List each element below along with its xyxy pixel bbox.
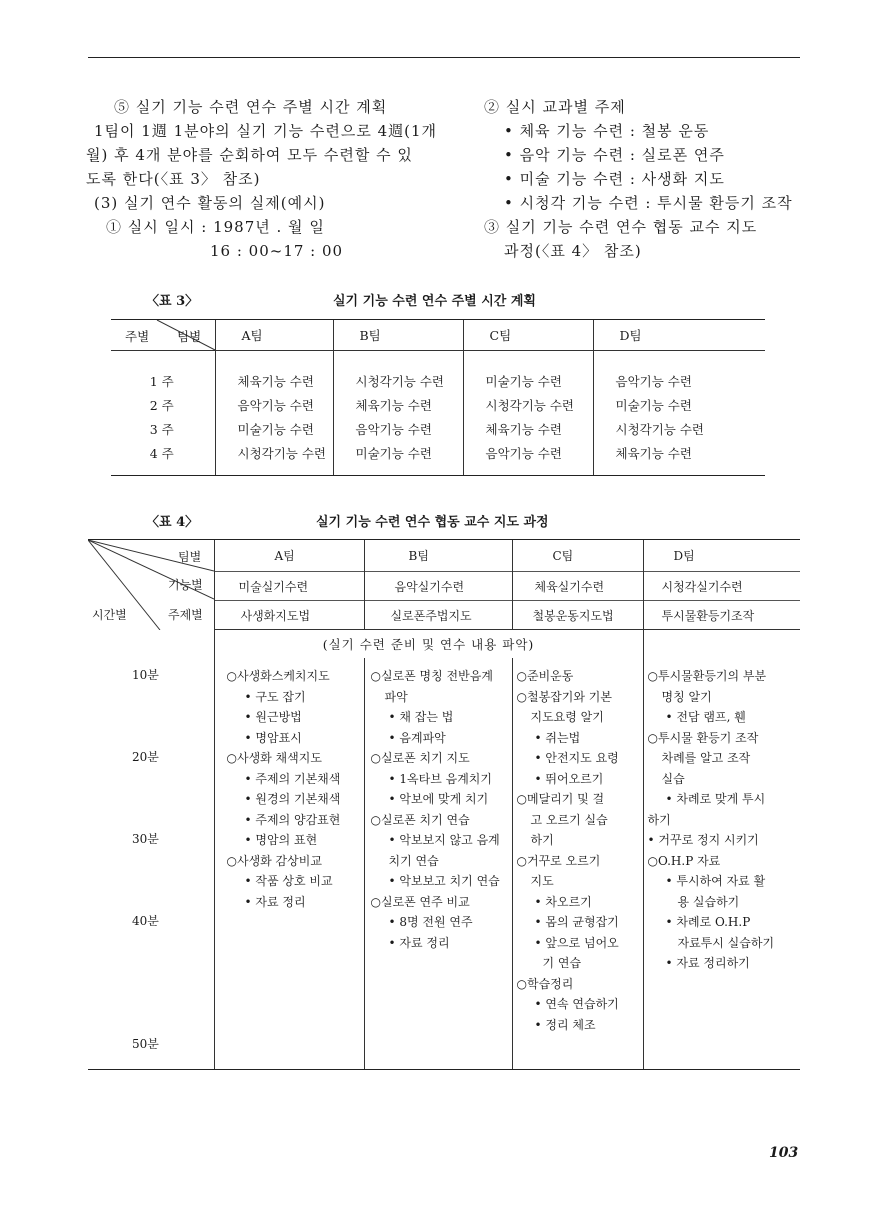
content-line: 하기 bbox=[530, 833, 554, 847]
content-line: ○O.H.P 자료 bbox=[647, 853, 721, 868]
content-line: 지도요령 알기 bbox=[530, 710, 604, 724]
content-line: • 뛰어오르기 bbox=[534, 771, 604, 786]
table-cell: 시청각기능 수련 bbox=[333, 351, 463, 394]
table-cell: 시청각기능 수련 bbox=[593, 417, 765, 441]
content-line: • 몸의 균형잡기 bbox=[534, 915, 619, 929]
content-line: • 정리 체조 bbox=[534, 1017, 596, 1032]
content-line: • 작품 상호 비교 bbox=[244, 874, 333, 888]
empty-cell bbox=[643, 630, 800, 659]
column-header: D팀 bbox=[593, 320, 765, 351]
content-line: ○투시물환등기의 부분 bbox=[647, 669, 767, 683]
left-text-column bbox=[86, 95, 438, 263]
content-line: • 투시하여 자료 활 bbox=[665, 874, 766, 888]
content-line: ○준비운동 bbox=[516, 669, 574, 683]
content-line: • 자료 정리 bbox=[388, 935, 450, 950]
paragraph-line: 1팀이 1週 1분야의 실기 기능 수련으로 4週(1개 bbox=[94, 122, 438, 140]
team-d-content bbox=[643, 658, 800, 1070]
topic-header: 투시물환등기조작 bbox=[643, 601, 800, 630]
content-line: • 악보보지 않고 음계 bbox=[388, 833, 500, 847]
content-line: • 음계파악 bbox=[388, 730, 446, 745]
content-line: 하기 bbox=[647, 812, 671, 827]
content-line: ○사생화 감상비교 bbox=[226, 853, 322, 868]
time-label: 30분 bbox=[132, 832, 159, 846]
paragraph-line: (3) 실기 연수 활동의 실제(예시) bbox=[94, 194, 326, 212]
content-line: • 명암의 표현 bbox=[244, 833, 318, 847]
content-line: 명칭 알기 bbox=[661, 689, 712, 704]
table3-corner-cell bbox=[111, 320, 215, 351]
paragraph-line: 과정(〈표 4〉 참조) bbox=[504, 242, 642, 260]
paragraph-line: ③ 실기 기능 수련 연수 협동 교수 지도 bbox=[484, 218, 758, 236]
content-line: • 차례로 O.H.P bbox=[665, 915, 751, 929]
content-line: ○실로폰 연주 비교 bbox=[370, 894, 470, 909]
content-line: 용 실습하기 bbox=[677, 894, 740, 909]
table-cell: 음악기능 수련 bbox=[333, 417, 463, 441]
content-line: • 자료 정리하기 bbox=[665, 956, 750, 970]
table-cell: 음악기능 수련 bbox=[215, 393, 333, 417]
corner-label-topic: 주제별 bbox=[168, 608, 203, 622]
paragraph-line: • 시청각 기능 수련 : 투시물 환등기 조작 bbox=[504, 194, 793, 212]
skill-header: 체육실기수련 bbox=[512, 572, 643, 601]
content-line: • 악보에 맞게 치기 bbox=[388, 792, 489, 806]
week-label: 3 주 bbox=[149, 422, 174, 437]
content-line: • 채 잡는 법 bbox=[388, 710, 454, 724]
column-header: C팀 bbox=[463, 320, 593, 351]
time-cell-empty bbox=[88, 630, 214, 659]
right-text-column bbox=[484, 95, 804, 263]
table-cell: 음악기능 수련 bbox=[593, 351, 765, 394]
content-line: • 원근방법 bbox=[244, 710, 302, 724]
paragraph-line: • 음악 기능 수련 : 실로폰 연주 bbox=[504, 146, 725, 164]
content-line: • 악보보고 치기 연습 bbox=[388, 874, 500, 888]
table3-caption: 〈표 3〉 bbox=[146, 294, 199, 309]
paragraph-line: • 미술 기능 수련 : 사생화 지도 bbox=[504, 170, 725, 188]
week-label: 1 주 bbox=[149, 374, 174, 389]
content-line: 치기 연습 bbox=[388, 853, 439, 868]
topic-header: 철봉운동지도법 bbox=[512, 601, 643, 630]
content-line: ○사생화스케치지도 bbox=[226, 669, 330, 683]
content-line: ○사생화 채색지도 bbox=[226, 751, 322, 765]
content-line: 고 오르기 실습 bbox=[530, 812, 608, 827]
content-line: 차례를 알고 조작 bbox=[661, 751, 751, 765]
topic-header: 실로폰주법지도 bbox=[364, 601, 512, 630]
content-line: 자료투시 실습하기 bbox=[677, 935, 775, 950]
content-line: • 8명 전원 연주 bbox=[388, 915, 473, 929]
time-label: 10분 bbox=[132, 668, 159, 682]
table-cell: 미술기능 수련 bbox=[215, 417, 333, 441]
table-cell: 미술기능 수련 bbox=[593, 393, 765, 417]
column-header: B팀 bbox=[333, 320, 463, 351]
time-label: 40분 bbox=[132, 914, 159, 928]
column-header: B팀 bbox=[364, 540, 512, 572]
paragraph-line: 도록 한다(〈표 3〉 참조) bbox=[86, 170, 261, 188]
table-cell: 시청각기능 수련 bbox=[463, 393, 593, 417]
content-line: • 1옥타브 음계치기 bbox=[388, 771, 492, 786]
table-cell: 미술기능 수련 bbox=[333, 441, 463, 476]
content-line: • 주제의 양감표현 bbox=[244, 812, 341, 827]
paragraph-line: ① 실시 일시 : 1987년 . 월 일 bbox=[106, 218, 325, 236]
content-line: ○메달리기 및 걸 bbox=[516, 792, 605, 806]
content-line: • 거꾸로 정지 시키기 bbox=[647, 833, 759, 847]
content-line: • 자료 정리 bbox=[244, 894, 306, 909]
team-b-content bbox=[364, 658, 512, 1070]
table-cell: 음악기능 수련 bbox=[463, 441, 593, 476]
content-line: • 안전지도 요령 bbox=[534, 751, 619, 765]
content-line: ○철봉잡기와 기본 bbox=[516, 689, 612, 704]
table4-caption: 〈표 4〉 bbox=[146, 515, 199, 530]
skill-header: 시청각실기수련 bbox=[643, 572, 800, 601]
column-header: A팀 bbox=[214, 540, 364, 572]
content-line: • 전담 램프, 휀 bbox=[665, 710, 746, 724]
column-header: D팀 bbox=[643, 540, 800, 572]
top-rule bbox=[88, 57, 800, 58]
content-line: • 차오르기 bbox=[534, 894, 592, 909]
content-line: • 원경의 기본채색 bbox=[244, 792, 341, 806]
table4 bbox=[88, 539, 800, 1070]
time-column bbox=[88, 658, 214, 1070]
skill-header: 미술실기수련 bbox=[214, 572, 364, 601]
topic-header: 사생화지도법 bbox=[214, 601, 364, 630]
content-line: • 쥐는법 bbox=[534, 730, 581, 745]
span-note: (실기 수련 준비 및 연수 내용 파악) bbox=[214, 630, 643, 659]
content-line: 지도 bbox=[530, 874, 554, 888]
team-a-content bbox=[214, 658, 364, 1070]
table4-corner-cell bbox=[88, 540, 214, 630]
content-line: 실습 bbox=[661, 771, 685, 786]
corner-label-team: 팀별 bbox=[177, 329, 202, 344]
content-line: ○실로폰 치기 연습 bbox=[370, 812, 470, 827]
content-line: ○실로폰 명칭 전반음계 bbox=[370, 669, 493, 683]
corner-label-week: 주별 bbox=[125, 329, 150, 344]
content-line: ○거꾸로 오르기 bbox=[516, 853, 601, 868]
table-cell: 시청각기능 수련 bbox=[215, 441, 333, 476]
paragraph-line: ⑤ 실기 기능 수련 연수 주별 시간 계획 bbox=[114, 98, 388, 116]
table-cell: 미술기능 수련 bbox=[463, 351, 593, 394]
paragraph-line: 16 : 00~17 : 00 bbox=[210, 242, 344, 260]
table-cell: 체육기능 수련 bbox=[593, 441, 765, 476]
time-label: 20분 bbox=[132, 750, 159, 764]
table-cell: 체육기능 수련 bbox=[215, 351, 333, 394]
content-line: • 앞으로 넘어오 bbox=[534, 935, 619, 950]
content-line: ○투시물 환등기 조작 bbox=[647, 730, 759, 745]
content-line: • 명암표시 bbox=[244, 730, 302, 745]
table4-title: 실기 기능 수련 연수 협동 교수 지도 과정 bbox=[316, 515, 549, 530]
table-row bbox=[111, 393, 765, 417]
corner-label-team: 팀별 bbox=[178, 550, 202, 564]
content-line: • 연속 연습하기 bbox=[534, 997, 619, 1011]
team-c-content bbox=[512, 658, 643, 1070]
table-row bbox=[111, 441, 765, 476]
content-line: 파악 bbox=[384, 689, 408, 704]
corner-label-skill: 기능별 bbox=[168, 578, 203, 592]
content-line: • 구도 잡기 bbox=[244, 689, 306, 704]
table3-title: 실기 기능 수련 연수 주별 시간 계획 bbox=[333, 294, 536, 309]
paragraph-line: ② 실시 교과별 주제 bbox=[484, 98, 626, 116]
paragraph-line: 월) 후 4개 분야를 순회하여 모두 수련할 수 있 bbox=[86, 146, 413, 164]
table-row bbox=[111, 417, 765, 441]
skill-header: 음악실기수련 bbox=[364, 572, 512, 601]
page-number: 103 bbox=[769, 1145, 799, 1161]
week-label: 4 주 bbox=[111, 441, 215, 476]
table-row bbox=[111, 351, 765, 394]
table-cell: 체육기능 수련 bbox=[463, 417, 593, 441]
table-cell: 체육기능 수련 bbox=[333, 393, 463, 417]
content-line: • 차례로 맞게 투시 bbox=[665, 792, 766, 806]
content-line: 기 연습 bbox=[542, 956, 582, 970]
content-line: ○실로폰 치기 지도 bbox=[370, 751, 470, 765]
table3 bbox=[111, 319, 765, 476]
corner-label-time: 시간별 bbox=[92, 608, 127, 622]
column-header: C팀 bbox=[512, 540, 643, 572]
content-line: • 주제의 기본채색 bbox=[244, 771, 341, 786]
week-label: 2 주 bbox=[149, 398, 174, 413]
time-label: 50분 bbox=[132, 1037, 159, 1051]
column-header: A팀 bbox=[215, 320, 333, 351]
content-line: ○학습정리 bbox=[516, 976, 574, 991]
paragraph-line: • 체육 기능 수련 : 철봉 운동 bbox=[504, 122, 710, 140]
